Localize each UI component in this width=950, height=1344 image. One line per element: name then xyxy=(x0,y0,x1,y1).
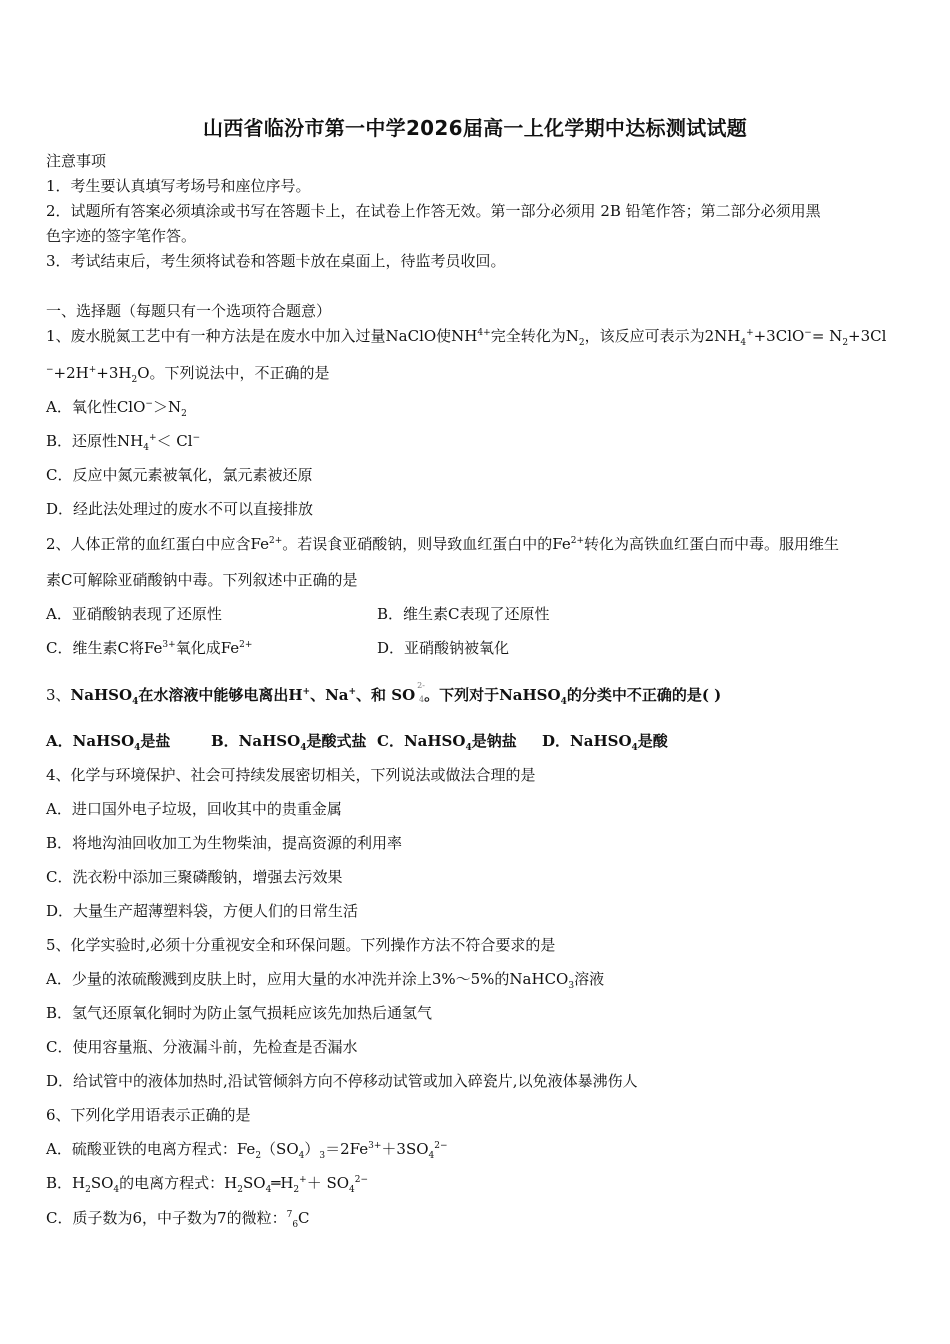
notice-item-3: 3．考试结束后，考生须将试卷和答题卡放在桌面上，待监考员收回。 xyxy=(46,252,506,270)
q2-option-a: A．亚硝酸钠表现了还原性 xyxy=(46,605,222,623)
q6-stem: 6、下列化学用语表示正确的是 xyxy=(46,1106,251,1124)
q5-stem: 5、化学实验时,必须十分重视安全和环保问题。下列操作方法不符合要求的是 xyxy=(46,936,556,954)
notice-item-1: 1．考生要认真填写考场号和座位序号。 xyxy=(46,177,311,195)
q5-option-c: C．使用容量瓶、分液漏斗前，先检查是否漏水 xyxy=(46,1038,358,1056)
q1-option-d: D．经此法处理过的废水不可以直接排放 xyxy=(46,500,314,518)
q1-option-a: A．氧化性$ClO^->N_2$ xyxy=(46,398,187,419)
q2-stem-line2: 素C可解除亚硝酸钠中毒。下列叙述中正确的是 xyxy=(46,571,358,589)
q6-option-c: C．质子数为6，中子数为7的微粒：$^7_6$C xyxy=(46,1209,310,1230)
notice-heading: 注意事项 xyxy=(46,152,107,170)
page-title: 山西省临汾市第一中学2026届高一上化学期中达标测试试题 xyxy=(202,116,748,140)
q6-option-a: A．硫酸亚铁的电离方程式：$Fe_2(SO_4)_3=2Fe^{3+}+3SO_4^{2-}$ xyxy=(46,1140,448,1161)
q3-stem: 3、NaHSO$_4$在水溶液中能够电离出H+、Na+、和 $SO^{2-}4$。下列对于NaHSO$_4$的分类中不正确的是( ) xyxy=(46,681,722,707)
notice-item-2: 2．试题所有答案必须填涂或书写在答题卡上，在试卷上作答无效。第一部分必须用 2B 铅笔作答；第二部分必须用黑 xyxy=(46,202,821,220)
q3-option-d: D．NaHSO$_4$是酸 xyxy=(542,732,668,753)
q6-option-b: B．$H_2SO_4$的电离方程式：$H_2SO_4═H_2^++ SO_4^{2-}$ xyxy=(46,1174,369,1195)
notice-item-2-cont: 色字迹的签字笔作答。 xyxy=(46,227,197,245)
q3-option-c: C．NaHSO$_4$是钠盐 xyxy=(377,732,517,753)
q2-option-b: B．维生素C表现了还原性 xyxy=(377,605,550,623)
q3-option-a: A．NaHSO$_4$是盐 xyxy=(46,732,171,753)
q4-option-a: A．进口国外电子垃圾，回收其中的贵重金属 xyxy=(46,800,342,818)
q2-option-d: D．亚硝酸钠被氧化 xyxy=(377,639,510,657)
q1-option-b: B．还原性$NH_4^+< Cl^-$ xyxy=(46,432,201,453)
q2-option-c: C．维生素C将$Fe^{3+}$氧化成$Fe^{2+}$ xyxy=(46,639,253,657)
q5-option-d: D．给试管中的液体加热时,沿试管倾斜方向不停移动试管或加入碎瓷片,以免液体暴沸伤人 xyxy=(46,1072,638,1090)
q4-option-b: B．将地沟油回收加工为生物柴油，提高资源的利用率 xyxy=(46,834,403,852)
q1-stem-line2: $^-+2H^++3H_2O$。下列说法中，不正确的是 xyxy=(46,364,330,385)
q4-option-d: D．大量生产超薄塑料袋，方便人们的日常生活 xyxy=(46,902,359,920)
q5-option-a: A．少量的浓硫酸溅到皮肤上时，应用大量的水冲洗并涂上3%～5%的NaHCO$_3$溶液 xyxy=(46,970,605,991)
q4-stem: 4、化学与环境保护、社会可持续发展密切相关，下列说法或做法合理的是 xyxy=(46,766,536,784)
q1-stem-line1: 1、废水脱氮工艺中有一种方法是在废水中加入过量NaClO使$NH^{4+}$完全转化为$N_2$，该反应可表示为$2NH_4^++3ClO^-= N_2+3Cl$ xyxy=(46,327,887,348)
q2-stem-line1: 2、人体正常的血红蛋白中应含$Fe^{2+}$。若误食亚硝酸钠，则导致血红蛋白中的$Fe^{2+}$转化为高铁血红蛋白而中毒。服用维生 xyxy=(46,535,840,553)
q3-option-b: B．NaHSO$_4$是酸式盐 xyxy=(211,732,367,753)
section-heading: 一、选择题（每题只有一个选项符合题意） xyxy=(46,302,332,320)
q5-option-b: B．氢气还原氧化铜时为防止氢气损耗应该先加热后通氢气 xyxy=(46,1004,433,1022)
q1-option-c: C．反应中氮元素被氧化，氯元素被还原 xyxy=(46,466,313,484)
q4-option-c: C．洗衣粉中添加三聚磷酸钠，增强去污效果 xyxy=(46,868,343,886)
